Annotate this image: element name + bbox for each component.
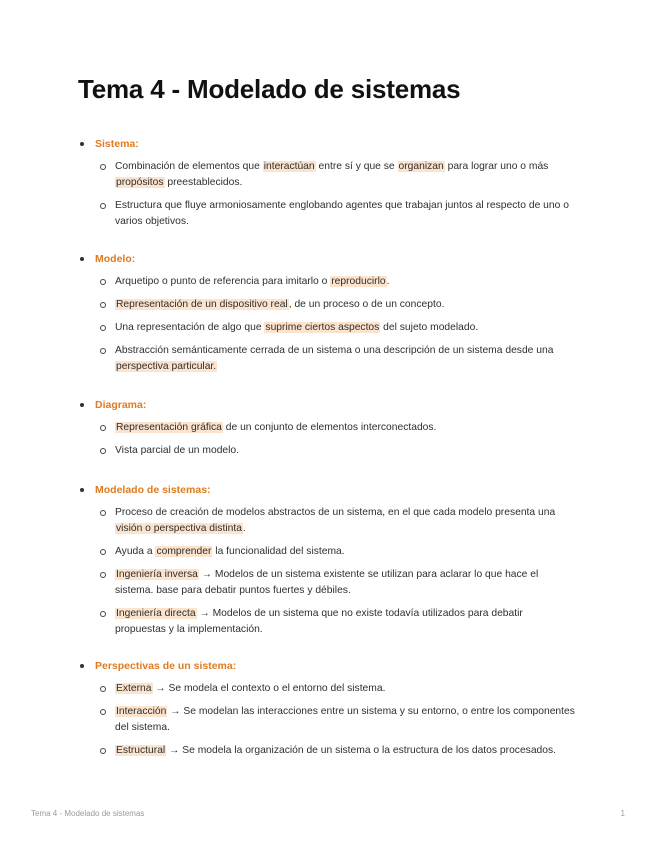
list-item-text [115,198,575,230]
text-segment: Estructura que fluye armoniosamente englobando agentes que trabajan juntos al respecto de uno o varios objetivos. [115,200,569,227]
sub-bullet [100,686,106,692]
highlighted-text: suprime ciertos aspectos [265,322,380,333]
section-perspectivas [80,658,580,766]
section-modelado [80,482,580,645]
list-item-text [115,297,575,313]
section-modelo [80,251,580,382]
list-item [100,274,580,290]
list-item [100,743,580,759]
sub-bullet [100,709,106,715]
list-item [100,159,580,191]
sub-bullet [100,348,106,354]
list-item [100,198,580,230]
highlighted-text: Interacción [116,706,167,717]
section-label: Perspectivas de un sistema: [95,660,237,672]
section-label: Diagrama: [95,399,147,411]
list-item-text [115,681,575,697]
list-item-text [115,505,575,537]
sub-bullet [100,302,106,308]
list-item [100,320,580,336]
text-segment: → Se modela la organización de un sistema o la estructura de los datos procesados. [166,745,557,756]
list-item [100,704,580,736]
highlighted-text: Ingeniería inversa [116,569,198,580]
list-item [100,420,580,436]
text-segment: del sujeto modelado. [380,322,479,333]
text-segment: → Modelos de un sistema existente se utilizan para aclarar lo que hace el sistema. base para debatir puntos fuertes y débiles. [115,569,539,596]
sub-bullet [100,279,106,285]
bullet [80,488,84,492]
text-segment: → Se modelan las interacciones entre un sistema y su entorno, o entre los componentes del sistema. [115,706,575,733]
list-item-text [115,159,575,191]
text-segment: Arquetipo o punto de referencia para imitarlo o [115,276,331,287]
sub-bullet [100,203,106,209]
text-segment: para lograr uno o más [444,161,549,172]
text-segment: . [386,276,390,287]
text-segment: Proceso de creación de modelos abstractos de un sistema, en el que cada modelo presenta una [115,507,556,518]
footer-title: Tema 4 - Modelado de sistemas [31,809,145,818]
list-item-text [115,443,575,459]
list-item [100,343,580,375]
section-label: Modelado de sistemas: [95,484,211,496]
list-item [100,443,580,459]
sub-bullet [100,164,106,170]
sub-bullet [100,510,106,516]
text-segment: Abstracción semánticamente cerrada de un sistema o una descripción de un sistema desde una [115,345,554,356]
text-segment: Ayuda a [115,546,156,557]
text-segment: preestablecidos. [164,177,243,188]
list-item-text [115,606,575,638]
section-label: Sistema: [95,138,139,150]
page-title: Tema 4 - Modelado de sistemas [78,74,461,104]
text-segment: entre sí y que se [315,161,398,172]
sub-bullet [100,448,106,454]
list-item-text [115,704,575,736]
sub-bullet [100,572,106,578]
list-item-text [115,567,575,599]
list-item-text [115,420,575,436]
list-item-text [115,743,575,759]
list-item-text [115,320,575,336]
sub-bullet [100,748,106,754]
bullet [80,257,84,261]
highlighted-text: interactúan [263,161,315,172]
list-item [100,681,580,697]
highlighted-text: perspectiva particular. [116,361,217,372]
text-segment: → Modelos de un sistema que no existe todavía utilizados para debatir propuestas y la implementación. [115,608,523,635]
list-item [100,544,580,560]
text-segment: . [242,523,246,534]
highlighted-text: Representación de un dispositivo real [116,299,288,310]
list-item [100,567,580,599]
section-sistema [80,136,580,237]
highlighted-text: Externa [116,683,152,694]
text-segment: Combinación de elementos que [115,161,263,172]
sub-bullet [100,325,106,331]
highlighted-text: comprender [156,546,212,557]
sub-bullet [100,425,106,431]
highlighted-text: Estructural [116,745,166,756]
text-segment: , de un proceso o de un concepto. [288,299,445,310]
highlighted-text: Representación gráfica [116,422,222,433]
highlighted-text: visión o perspectiva distinta [116,523,242,534]
text-segment: la funcionalidad del sistema. [212,546,345,557]
highlighted-text: Ingeniería directa [116,608,196,619]
list-item-text [115,544,575,560]
section-label: Modelo: [95,253,136,265]
text-segment: Una representación de algo que [115,322,265,333]
bullet [80,664,84,668]
list-item [100,505,580,537]
list-item-text [115,343,575,375]
sub-bullet [100,611,106,617]
list-item [100,297,580,313]
list-item-text [115,274,575,290]
list-item [100,606,580,638]
page-number: 1 [620,809,625,818]
highlighted-text: organizan [398,161,444,172]
bullet [80,403,84,407]
sub-bullet [100,549,106,555]
highlighted-text: reproducirlo [331,276,386,287]
bullet [80,142,84,146]
text-segment: → Se modela el contexto o el entorno del sistema. [152,683,386,694]
section-diagrama [80,397,580,466]
highlighted-text: propósitos [116,177,164,188]
text-segment: Vista parcial de un modelo. [115,445,240,456]
text-segment: de un conjunto de elementos interconectados. [222,422,437,433]
